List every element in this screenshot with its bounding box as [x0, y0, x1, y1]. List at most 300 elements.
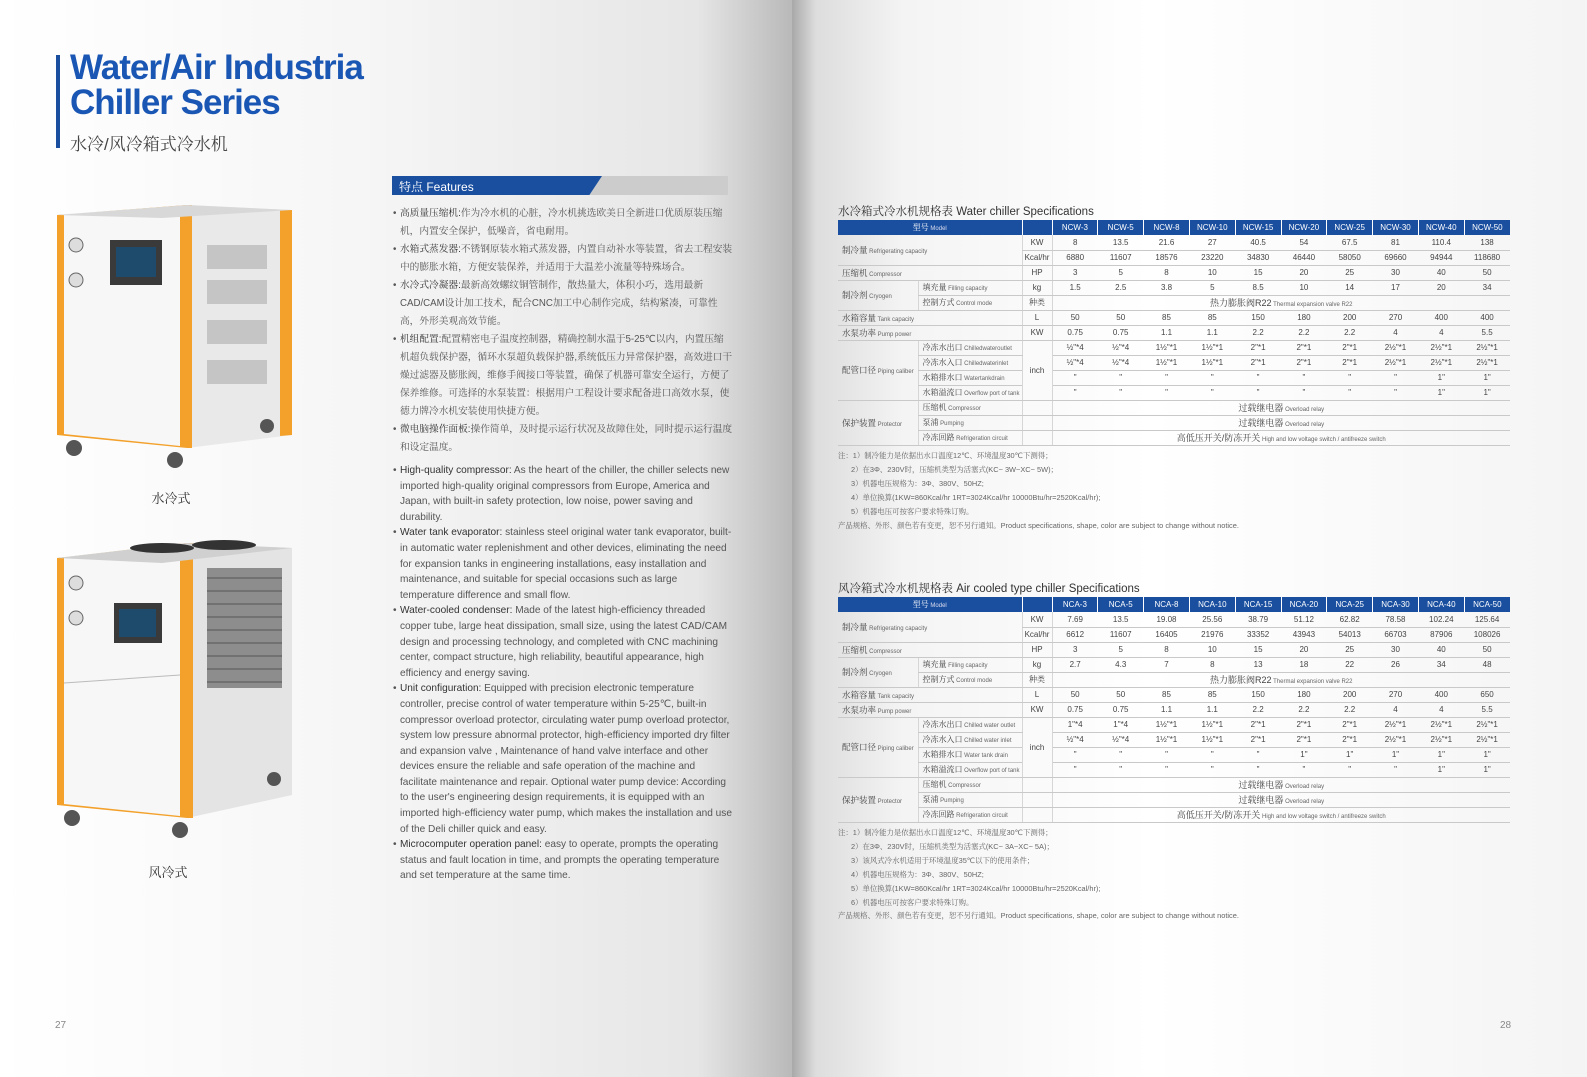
- table-cell: 14: [1327, 280, 1373, 295]
- air-table-notes: [838, 826, 1518, 923]
- table-cell: 1": [1464, 385, 1510, 400]
- table-cell: 11607: [1098, 250, 1144, 265]
- table-cell: 1": [1418, 385, 1464, 400]
- table-cell: 200: [1327, 310, 1373, 325]
- table-cell: 13.5: [1098, 235, 1144, 250]
- table-cell: 40: [1418, 265, 1464, 280]
- table-cell: 2"*1: [1281, 340, 1327, 355]
- row-label: 压缩机 Compressor: [838, 642, 1022, 657]
- model-name: NCW-40: [1418, 220, 1464, 235]
- table-cell: 110.4: [1418, 235, 1464, 250]
- feature-cn-item: • 机组配置:配置精密电子温度控制器，精确控制水温于5-25℃以内，内置压缩机超负载保护器，循环水泵超负载保护器,系统低压力异常保护器，高效进口干燥过滤器及膨胀阀，维修手阀接口等装置，确保了机器可靠安全运行，方便了保养维修。可选择的水泵装置：根据用户工程设计要求配备进口高效水泵，使德力牌冷水机安装使用快捷方便。: [393, 331, 733, 421]
- table-cell: 67.5: [1327, 235, 1373, 250]
- table-cell: ": [1235, 747, 1281, 762]
- feature-cn-item: • 水冷式冷凝器:最新高效螺纹铜管制作，散热量大，体积小巧，选用最新CAD/CAM设计加工技术，配合CNC加工中心制作完成，结构紧凑，可靠性高，外形美观高效节能。: [393, 277, 733, 331]
- table-cell: 2½"*1: [1418, 717, 1464, 732]
- table-cell: 2.2: [1235, 702, 1281, 717]
- table-cell: 25.56: [1189, 612, 1235, 627]
- table-cell: 30: [1373, 265, 1419, 280]
- table-cell: 2.2: [1327, 325, 1373, 340]
- model-name: NCW-15: [1235, 220, 1281, 235]
- row-label: 压缩机 Compressor: [838, 265, 1022, 280]
- table-cell: 270: [1373, 687, 1419, 702]
- table-cell: ": [1373, 370, 1419, 385]
- row-label: 泵浦 Pumping: [918, 792, 1022, 807]
- note-line: 2）在3Φ、230V时，压缩机类型为活塞式(KC~ 3W~XC~ 5W)；: [851, 464, 1058, 474]
- table-cell: 108026: [1464, 627, 1510, 642]
- table-cell: 1"*4: [1098, 717, 1144, 732]
- table-cell: 5: [1189, 280, 1235, 295]
- model-name: NCA-8: [1144, 597, 1190, 612]
- table-cell: 102.24: [1418, 612, 1464, 627]
- table-cell: 62.82: [1327, 612, 1373, 627]
- feature-en-item: • High-quality compressor: As the heart of the chiller, the chiller selects new imported high-quality original compressors from Europe, America and Japan, with built-in safety protection, low noise, power saving and durability.: [393, 463, 733, 525]
- table-cell: ½"*4: [1098, 355, 1144, 370]
- table-cell: 1.1: [1189, 702, 1235, 717]
- model-name: NCW-5: [1098, 220, 1144, 235]
- table-cell: 2½"*1: [1418, 732, 1464, 747]
- table-cell: 21976: [1189, 627, 1235, 642]
- table-cell: 46440: [1281, 250, 1327, 265]
- note-line: 5）单位换算(1KW=860Kcal/hr 1RT=3024Kcal/hr 10000Btu/hr=2520Kcal/hr);: [851, 883, 1101, 893]
- row-label: 制冷量 Refrigerating capacity: [838, 235, 1022, 265]
- table-cell: 1½"*1: [1189, 717, 1235, 732]
- table-cell: 2½"*1: [1418, 355, 1464, 370]
- row-label: 水箱排水口 Watertankdrain: [918, 370, 1022, 385]
- table-row: 控制方式 Control mode 种类 热力膨胀阀R22 Thermal expansion valve R22: [838, 672, 1510, 687]
- table-cell: ": [1189, 385, 1235, 400]
- table-row: 配管口径 Piping caliber 冷冻水出口 Chilled water outlet inch 1"*4 1"*4 1½"*1 1½"*1 2"*1 2"*1 2"*1 2½"*1 2½"*1 2½"*1: [838, 717, 1510, 732]
- row-label: 水箱溢流口 Overflow port of tank: [918, 385, 1022, 400]
- table-cell: 18576: [1144, 250, 1190, 265]
- table-cell: 20: [1418, 280, 1464, 295]
- model-name: NCW-8: [1144, 220, 1190, 235]
- table-cell: ": [1189, 747, 1235, 762]
- table-cell: 50: [1098, 687, 1144, 702]
- table-row: [838, 415, 1510, 430]
- table-cell: 650: [1464, 687, 1510, 702]
- feature-cn-item: • 微电脑操作面板:操作简单，及时提示运行状况及故障住处，同时提示运行温度和设定温度。: [393, 421, 733, 457]
- row-label: 制冷量 Refrigerating capacity: [838, 612, 1022, 642]
- table-cell: 7: [1144, 657, 1190, 672]
- table-cell: 2"*1: [1235, 355, 1281, 370]
- table-cell: 1½"*1: [1144, 355, 1190, 370]
- model-name: NCW-25: [1327, 220, 1373, 235]
- row-label: 压缩机 Compressor: [918, 400, 1022, 415]
- table-cell: 50: [1052, 310, 1098, 325]
- table-cell: 50: [1052, 687, 1098, 702]
- table-cell: 2.2: [1281, 702, 1327, 717]
- table-cell: ": [1327, 370, 1373, 385]
- table-cell: 7.69: [1052, 612, 1098, 627]
- table-cell: 34: [1464, 280, 1510, 295]
- table-cell: 33352: [1235, 627, 1281, 642]
- features-cn-list: [393, 205, 733, 457]
- table-cell: ": [1098, 762, 1144, 777]
- water-table-notes: [838, 449, 1518, 532]
- table-cell: 400: [1418, 687, 1464, 702]
- model-name: NCA-10: [1189, 597, 1235, 612]
- table-cell: ": [1281, 385, 1327, 400]
- table-cell: ": [1327, 385, 1373, 400]
- title-accent-bar: [56, 55, 60, 148]
- table-cell: 125.64: [1464, 612, 1510, 627]
- table-cell: 51.12: [1281, 612, 1327, 627]
- table-row: [838, 220, 1510, 235]
- row-label: 水泵功率 Pump power: [838, 325, 1022, 340]
- table-cell: 1½"*1: [1189, 732, 1235, 747]
- row-label: 填充量 Filling capacity: [918, 280, 1022, 295]
- table-cell: 5.5: [1464, 325, 1510, 340]
- row-label: 水泵功率 Pump power: [838, 702, 1022, 717]
- table-cell: ": [1098, 385, 1144, 400]
- table-cell: 1": [1464, 370, 1510, 385]
- table-cell: ½"*4: [1052, 340, 1098, 355]
- table-cell: 8.5: [1235, 280, 1281, 295]
- table-row: [838, 355, 1510, 370]
- table-cell: 58050: [1327, 250, 1373, 265]
- table-row: Kcal/hr 6880 11607 18576 23220 34830 46440 58050 69660 94944 118680: [838, 250, 1510, 265]
- model-name: NCW-10: [1189, 220, 1235, 235]
- table-cell: ½"*4: [1098, 340, 1144, 355]
- note-line: 5）机器电压可按客户要求特殊订购。: [851, 506, 974, 516]
- table-cell: 54: [1281, 235, 1327, 250]
- table-cell: 2"*1: [1235, 732, 1281, 747]
- table-cell: 94944: [1418, 250, 1464, 265]
- note-line: 2）在3Φ、230V时，压缩机类型为活塞式(KC~ 3A~XC~ 5A)；: [851, 841, 1054, 851]
- feature-en-item: • Water-cooled condenser: Made of the latest high-efficiency threaded copper tube, large heat dissipation, small size, using the latest CAD/CAM design and processing technology, and completed with CNC machining center, compact structure, high reliability, beautiful appearance, high efficiency and energy saving.: [393, 603, 733, 681]
- features-en-list: [393, 463, 733, 884]
- row-label: 水箱容量 Tank capacity: [838, 687, 1022, 702]
- table-cell: 78.58: [1373, 612, 1419, 627]
- note-line: 6）机器电压可按客户要求特殊订购。: [851, 897, 974, 907]
- table-cell: 0.75: [1098, 702, 1144, 717]
- note-line: 3）该风式冷水机适用于环境温度35℃以下的使用条件；: [851, 855, 1035, 865]
- table-cell: 85: [1144, 310, 1190, 325]
- table-cell: 40: [1418, 642, 1464, 657]
- table-cell: 50: [1464, 265, 1510, 280]
- table-row: [838, 777, 1510, 792]
- air-table-title: 风冷箱式冷水机规格表 Air cooled type chiller Specifications: [838, 583, 1140, 595]
- table-cell: 1.1: [1144, 325, 1190, 340]
- table-cell: 过载继电器 Overload relay: [1052, 415, 1510, 430]
- table-cell: ": [1189, 370, 1235, 385]
- table-cell: 0.75: [1052, 702, 1098, 717]
- table-cell: 1": [1281, 747, 1327, 762]
- table-row: [838, 370, 1510, 385]
- table-cell: 8: [1144, 642, 1190, 657]
- table-cell: 87906: [1418, 627, 1464, 642]
- table-cell: 6612: [1052, 627, 1098, 642]
- table-cell: ": [1144, 762, 1190, 777]
- page-subtitle: 水冷/风冷箱式冷水机: [70, 135, 228, 154]
- table-cell: ": [1235, 385, 1281, 400]
- feature-en-item: • Microcomputer operation panel: easy to operate, prompts the operating status and fault location in time, and prompts the operating temperature and set temperature at the same time.: [393, 837, 733, 884]
- table-row: 配管口径 Piping caliber 冷冻水出口 Chilledwateroutlet inch ½"*4 ½"*4 1½"*1 1½"*1 2"*1 2"*1 2"*1 2½"*1 2½"*1 2½"*1: [838, 340, 1510, 355]
- table-row: 制冷量 Refrigerating capacity KW 7.69 13.5 19.08 25.56 38.79 51.12 62.82 78.58 102.24 125.64: [838, 612, 1510, 627]
- feature-en-item: • Water tank evaporator: stainless steel original water tank evaporator, built-in automatic water replenishment and other devices, eliminating the need for expansion tanks in engineering installations, easy installation and maintenance, and suitable for special occasions such as large temperature difference and small flow.: [393, 525, 733, 603]
- table-cell: 2.2: [1281, 325, 1327, 340]
- table-cell: 11607: [1098, 627, 1144, 642]
- table-cell: 1": [1464, 762, 1510, 777]
- table-row: Kcal/hr 6612 11607 16405 21976 33352 43943 54013 66703 87906 108026: [838, 627, 1510, 642]
- feature-en-item: • Unit configuration: Equipped with precision electronic temperature controller, precise control of water temperature within 5-25℃, built-in compressor overload protector, circulating water pump overload protector, system low pressure abnormal protector, high-efficiency imported dry filter and expansion valve , Maintenance of hand valve interface and other devices ensure the reliable and safe operation of the machine and facilitate maintenance and repair. Optional water pump device: According to the user's engineering design requirements, it is equipped with an imported high-efficiency water pump, which makes the installation and use of the Deli chiller quick and easy.: [393, 681, 733, 837]
- table-cell: 1½"*1: [1189, 355, 1235, 370]
- table-cell: 过载继电器 Overload relay: [1052, 792, 1510, 807]
- table-row: [838, 792, 1510, 807]
- table-cell: 5: [1098, 642, 1144, 657]
- row-label: 冷冻水出口 Chilled water outlet: [918, 717, 1022, 732]
- table-row: [838, 400, 1510, 415]
- table-cell: 2½"*1: [1464, 732, 1510, 747]
- row-label: 制冷剂 Cryogen: [838, 657, 918, 687]
- table-cell: ": [1052, 385, 1098, 400]
- row-label: 保护装置 Protector: [838, 777, 918, 822]
- model-name: NCW-30: [1373, 220, 1419, 235]
- table-cell: 2½"*1: [1373, 732, 1419, 747]
- table-cell: ": [1144, 385, 1190, 400]
- table-cell: 4.3: [1098, 657, 1144, 672]
- table-cell: 热力膨胀阀R22 Thermal expansion valve R22: [1052, 295, 1510, 310]
- features-header: 特点 Features: [392, 176, 728, 195]
- table-cell: 8: [1052, 235, 1098, 250]
- table-cell: 25: [1327, 265, 1373, 280]
- table-cell: 6880: [1052, 250, 1098, 265]
- table-cell: 118680: [1464, 250, 1510, 265]
- table-cell: 34: [1418, 657, 1464, 672]
- note-line: 产品规格、外形、颜色若有变更，恕不另行通知。Product specifications, shape, color are subject to change without notice.: [838, 911, 1239, 921]
- table-cell: 150: [1235, 687, 1281, 702]
- table-cell: 1": [1464, 747, 1510, 762]
- row-label: 制冷剂 Cryogen: [838, 280, 918, 310]
- table-cell: 1": [1373, 747, 1419, 762]
- table-cell: 180: [1281, 310, 1327, 325]
- table-cell: 150: [1235, 310, 1281, 325]
- table-cell: 27: [1189, 235, 1235, 250]
- table-cell: 高低压开关/防冻开关 High and low voltage switch / antifreeze switch: [1052, 430, 1510, 445]
- table-cell: 1½"*1: [1144, 732, 1190, 747]
- note-line: 3）机器电压规格为：3Φ、380V、50HZ;: [851, 478, 984, 488]
- table-row: [838, 807, 1510, 822]
- table-cell: 2"*1: [1281, 355, 1327, 370]
- table-cell: ": [1052, 370, 1098, 385]
- air-cooled-chiller-image: [52, 533, 297, 845]
- table-cell: 2.7: [1052, 657, 1098, 672]
- note-line: 4）机器电压规格为：3Φ、380V、50HZ;: [851, 869, 984, 879]
- right-page: [792, 0, 1587, 1077]
- table-row: [838, 430, 1510, 445]
- table-cell: 10: [1189, 265, 1235, 280]
- table-cell: 2"*1: [1281, 717, 1327, 732]
- table-cell: 270: [1373, 310, 1419, 325]
- table-cell: 8: [1189, 657, 1235, 672]
- table-cell: ½"*4: [1052, 732, 1098, 747]
- table-cell: ": [1052, 747, 1098, 762]
- table-row: [838, 732, 1510, 747]
- table-row: 控制方式 Control mode 种类 热力膨胀阀R22 Thermal expansion valve R22: [838, 295, 1510, 310]
- table-cell: 25: [1327, 642, 1373, 657]
- row-label: 水箱排水口 Water tank drain: [918, 747, 1022, 762]
- model-name: NCA-25: [1327, 597, 1373, 612]
- table-cell: 2½"*1: [1373, 717, 1419, 732]
- table-cell: 3.8: [1144, 280, 1190, 295]
- row-label: 控制方式 Control mode: [918, 672, 1022, 687]
- table-cell: 2.2: [1235, 325, 1281, 340]
- table-row: [838, 762, 1510, 777]
- page-number-left: 27: [55, 1020, 67, 1031]
- row-label: 水箱溢流口 Overflow port of tank: [918, 762, 1022, 777]
- feature-cn-item: • 高质量压缩机:作为冷水机的心脏，冷水机挑选欧美日全新进口优质原装压缩机，内置安全保护，低噪音，省电耐用。: [393, 205, 733, 241]
- note-line: 产品规格、外形、颜色若有变更，恕不另行通知。Product specifications, shape, color are subject to change without notice.: [838, 520, 1239, 530]
- table-cell: 1"*4: [1052, 717, 1098, 732]
- model-name: NCA-20: [1281, 597, 1327, 612]
- row-label: 泵浦 Pumping: [918, 415, 1022, 430]
- table-row: 水箱容量 Tank capacity L 50 50 85 85 150 180 200 270 400 400: [838, 310, 1510, 325]
- table-row: 制冷量 Refrigerating capacity KW 8 13.5 21.6 27 40.5 54 67.5 81 110.4 138: [838, 235, 1510, 250]
- table-cell: 4: [1418, 325, 1464, 340]
- table-cell: 200: [1327, 687, 1373, 702]
- table-cell: 2"*1: [1281, 732, 1327, 747]
- table-row: 压缩机 Compressor HP 3 5 8 10 15 20 25 30 40 50: [838, 642, 1510, 657]
- table-cell: 2"*1: [1327, 340, 1373, 355]
- table-cell: 5.5: [1464, 702, 1510, 717]
- table-cell: 1.5: [1052, 280, 1098, 295]
- table-row: 水泵功率 Pump power KW 0.75 0.75 1.1 1.1 2.2 2.2 2.2 4 4 5.5: [838, 702, 1510, 717]
- table-cell: 21.6: [1144, 235, 1190, 250]
- table-cell: 0.75: [1052, 325, 1098, 340]
- table-cell: ": [1144, 370, 1190, 385]
- row-label: 冷冻水入口 Chilled water inlet: [918, 732, 1022, 747]
- table-cell: ": [1144, 747, 1190, 762]
- table-cell: 过载继电器 Overload relay: [1052, 777, 1510, 792]
- model-name: NCW-3: [1052, 220, 1098, 235]
- table-cell: 50: [1098, 310, 1144, 325]
- row-label: 配管口径 Piping caliber: [838, 340, 918, 400]
- table-cell: 高低压开关/防冻开关 High and low voltage switch / antifreeze switch: [1052, 807, 1510, 822]
- row-label: 冷冻回路 Refrigeration circuit: [918, 430, 1022, 445]
- table-cell: 2½"*1: [1464, 355, 1510, 370]
- table-cell: 2"*1: [1235, 340, 1281, 355]
- table-cell: 138: [1464, 235, 1510, 250]
- model-header: 型号 Model: [838, 220, 1022, 235]
- table-cell: 2½"*1: [1373, 340, 1419, 355]
- table-cell: 85: [1144, 687, 1190, 702]
- table-cell: ": [1327, 762, 1373, 777]
- row-label: 冷冻回路 Refrigeration circuit: [918, 807, 1022, 822]
- table-cell: 0.75: [1098, 325, 1144, 340]
- table-cell: 1": [1327, 747, 1373, 762]
- table-cell: 85: [1189, 687, 1235, 702]
- row-label: 冷冻水入口 Chilledwaterinlet: [918, 355, 1022, 370]
- table-cell: 66703: [1373, 627, 1419, 642]
- model-header: 型号 Model: [838, 597, 1022, 612]
- table-cell: 18: [1281, 657, 1327, 672]
- model-name: NCW-20: [1281, 220, 1327, 235]
- water-table-title: 水冷箱式冷水机规格表 Water chiller Specifications: [838, 206, 1094, 218]
- table-cell: 1": [1418, 370, 1464, 385]
- table-cell: 40.5: [1235, 235, 1281, 250]
- table-cell: 85: [1189, 310, 1235, 325]
- table-cell: 81: [1373, 235, 1419, 250]
- table-cell: 13.5: [1098, 612, 1144, 627]
- table-cell: 26: [1373, 657, 1419, 672]
- table-cell: ": [1373, 385, 1419, 400]
- table-cell: ": [1189, 762, 1235, 777]
- table-cell: ": [1052, 762, 1098, 777]
- feature-cn-item: • 水箱式蒸发器:不锈钢原装水箱式蒸发器，内置自动补水等装置，省去工程安装中的膨胀水箱，方便安装保养，并适用于大温差小流量等特殊场合。: [393, 241, 733, 277]
- table-cell: 2½"*1: [1418, 340, 1464, 355]
- table-cell: 20: [1281, 265, 1327, 280]
- table-row: 制冷剂 Cryogen 填充量 Filling capacity kg 1.5 2.5 3.8 5 8.5 10 14 17 20 34: [838, 280, 1510, 295]
- table-cell: 43943: [1281, 627, 1327, 642]
- table-cell: 69660: [1373, 250, 1419, 265]
- table-cell: 5: [1098, 265, 1144, 280]
- table-cell: 2"*1: [1327, 355, 1373, 370]
- model-name: NCA-50: [1464, 597, 1510, 612]
- row-label: 压缩机 Compressor: [918, 777, 1022, 792]
- table-cell: 4: [1373, 702, 1419, 717]
- table-cell: 2.2: [1327, 702, 1373, 717]
- caption-water-cooled: 水冷式: [151, 491, 191, 506]
- table-cell: 1.1: [1189, 325, 1235, 340]
- table-cell: ": [1373, 762, 1419, 777]
- model-name: NCW-50: [1464, 220, 1510, 235]
- page-number-right: 28: [1500, 1020, 1512, 1031]
- table-cell: 8: [1144, 265, 1190, 280]
- table-cell: 30: [1373, 642, 1419, 657]
- row-label: 冷冻水出口 Chilledwateroutlet: [918, 340, 1022, 355]
- table-cell: 过载继电器 Overload relay: [1052, 400, 1510, 415]
- table-cell: 34830: [1235, 250, 1281, 265]
- table-row: [838, 385, 1510, 400]
- table-row: 水箱容量 Tank capacity L 50 50 85 85 150 180 200 270 400 650: [838, 687, 1510, 702]
- table-cell: 1½"*1: [1189, 340, 1235, 355]
- row-label: 配管口径 Piping caliber: [838, 717, 918, 777]
- table-cell: 54013: [1327, 627, 1373, 642]
- table-cell: 50: [1464, 642, 1510, 657]
- table-cell: 1½"*1: [1144, 340, 1190, 355]
- table-cell: 16405: [1144, 627, 1190, 642]
- air-spec-table: [838, 597, 1510, 823]
- table-cell: 19.08: [1144, 612, 1190, 627]
- table-cell: 400: [1464, 310, 1510, 325]
- table-cell: 1": [1418, 762, 1464, 777]
- table-cell: 2"*1: [1327, 732, 1373, 747]
- table-cell: 1.1: [1144, 702, 1190, 717]
- table-cell: ½"*4: [1098, 732, 1144, 747]
- table-row: [838, 747, 1510, 762]
- table-cell: 48: [1464, 657, 1510, 672]
- table-cell: 2½"*1: [1464, 717, 1510, 732]
- model-name: NCA-40: [1418, 597, 1464, 612]
- model-name: NCA-30: [1373, 597, 1419, 612]
- table-cell: 3: [1052, 265, 1098, 280]
- table-cell: 15: [1235, 265, 1281, 280]
- row-label: 水箱容量 Tank capacity: [838, 310, 1022, 325]
- table-cell: 17: [1373, 280, 1419, 295]
- row-label: 保护装置 Protector: [838, 400, 918, 445]
- table-cell: 1½"*1: [1144, 717, 1190, 732]
- table-cell: 22: [1327, 657, 1373, 672]
- model-name: NCA-15: [1235, 597, 1281, 612]
- table-cell: ": [1235, 762, 1281, 777]
- table-cell: ": [1098, 370, 1144, 385]
- page-title: Water/Air Industria Chiller Series: [70, 48, 363, 122]
- note-line: 注：1）制冷能力是依据出水口温度12℃、环境温度30℃下测得；: [838, 451, 1053, 460]
- table-cell: 10: [1189, 642, 1235, 657]
- table-cell: 2½"*1: [1464, 340, 1510, 355]
- table-cell: 热力膨胀阀R22 Thermal expansion valve R22: [1052, 672, 1510, 687]
